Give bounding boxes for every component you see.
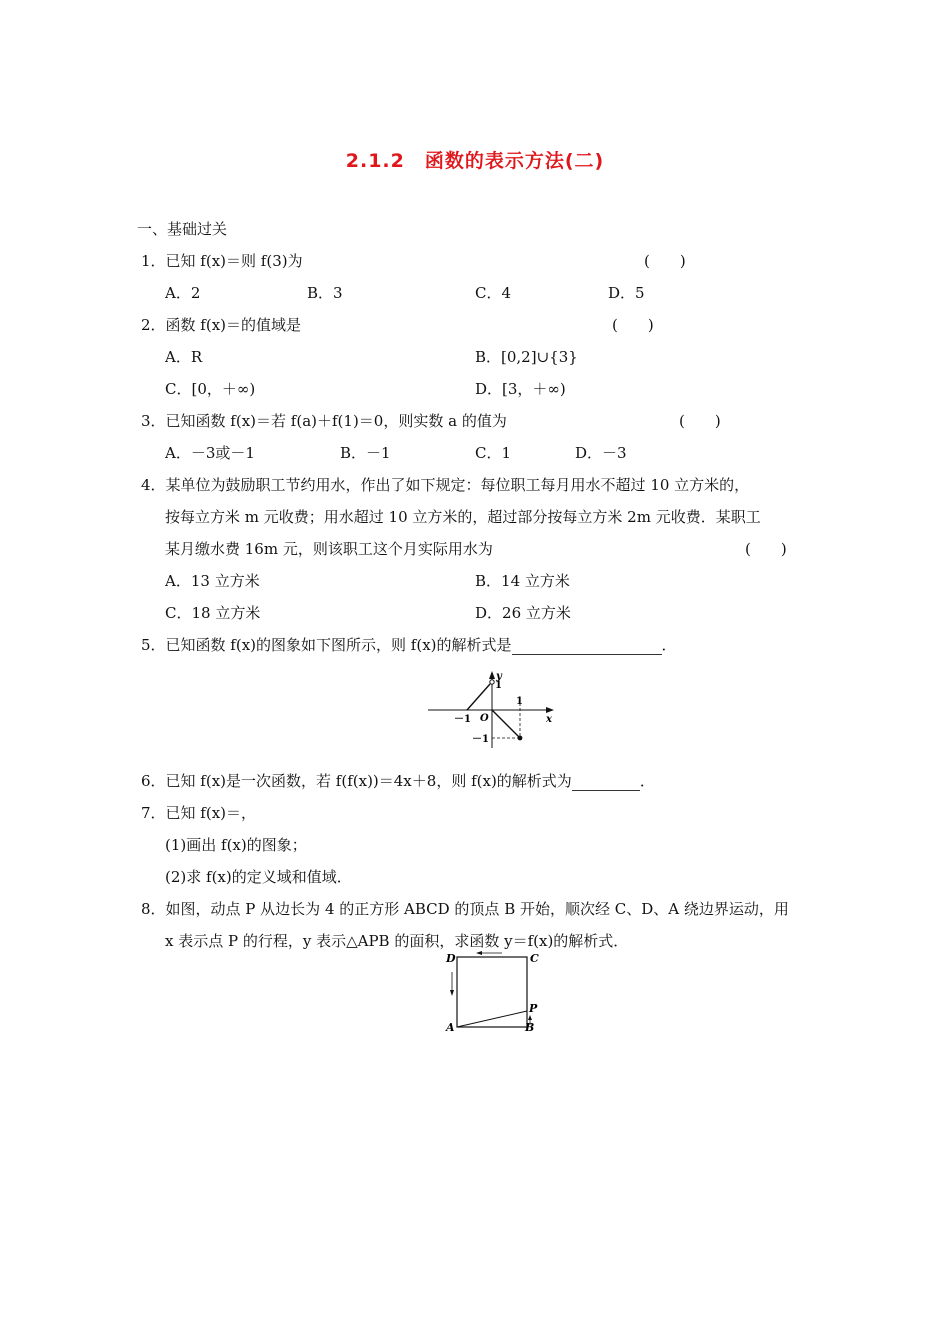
question-1-text: 1．已知 f(x)＝则 f(3)为 [141,252,303,270]
arrow-right-head [528,1015,532,1020]
question-8-line-2: x 表示点 P 的行程，y 表示△APB 的面积，求函数 y＝f(x)的解析式． [165,932,629,950]
question-2-option-a: A．R [165,348,203,366]
label-neg-one-left: －1 [454,714,471,725]
question-8-line-1: 8．如图，动点 P 从边长为 4 的正方形 ABCD 的顶点 B 开始，顺次经 C、D、A 绕边界运动，用 [141,900,789,918]
open-point [490,680,494,684]
x-axis-arrow [546,707,554,713]
label-a: A [446,1021,455,1032]
question-5-graph [420,670,570,750]
question-3-option-a: A．－3或－1 [165,444,255,462]
question-6-end: ． [639,772,655,790]
page-title: 2.1.2 函数的表示方法(二) [345,150,605,172]
question-1-option-a: A．2 [165,284,201,302]
label-origin: O [480,713,489,724]
question-3-option-b: B．－1 [340,444,391,462]
question-2-option-b: B．[0,2]∪{3} [475,348,578,366]
question-3-option-c: C．1 [475,444,512,462]
question-4-option-c: C．18 立方米 [165,604,261,622]
label-p: P [529,1002,538,1015]
label-b: B [525,1021,535,1032]
graph-segment-right [492,710,520,738]
label-neg-one-down: －1 [472,734,489,745]
arrow-left-head [450,990,454,996]
label-one-top: 1 [495,680,502,691]
question-3-answer-paren: ( ) [679,412,721,430]
question-4-answer-paren: ( ) [745,540,787,558]
question-2-option-c: C．[0，＋∞) [165,380,256,398]
question-2-text: 2．函数 f(x)＝的值域是 [141,316,302,334]
y-axis-arrow [489,671,495,679]
question-5-end: ． [661,636,677,654]
question-6-answer-blank [572,774,640,791]
label-y: y [496,671,502,682]
label-c: C [530,952,539,965]
question-1-option-c: C．4 [475,284,512,302]
graph-segment-left [467,684,490,710]
question-7-text: 7．已知 f(x)＝， [141,804,257,822]
question-3-text: 3．已知函数 f(x)＝若 f(a)＋f(1)＝0，则实数 a 的值为 [141,412,507,430]
question-5-prompt: 5．已知函数 f(x)的图象如下图所示，则 f(x)的解析式是 [141,636,512,654]
label-d: D [446,952,456,965]
question-1-option-b: B．3 [307,284,343,302]
question-6-prompt: 6．已知 f(x)是一次函数，若 f(f(x))＝4x＋8，则 f(x)的解析式为 [141,772,572,790]
question-1-option-d: D．5 [608,284,645,302]
question-4-line-2: 按每立方米 m 元收费；用水超过 10 立方米的，超过部分按每立方米 2m 元收费．某职工 [165,508,761,526]
label-one-right: 1 [516,696,523,707]
label-x: x [546,714,552,725]
question-5-answer-blank [512,638,662,655]
question-4-option-b: B．14 立方米 [475,572,570,590]
question-7-sub-2: (2)求 f(x)的定义域和值域． [165,868,352,886]
question-4-option-a: A．13 立方米 [165,572,260,590]
question-4-line-1: 4．某单位为鼓励职工节约用水，作出了如下规定：每位职工每月用水不超过 10 立方米的， [141,476,750,494]
question-5-text [141,635,677,655]
question-2-option-d: D．[3，＋∞) [475,380,566,398]
question-8-figure [440,950,550,1032]
square-abcd [457,957,527,1027]
arrow-top-head [476,951,482,955]
question-1-answer-paren: ( ) [644,252,686,270]
segment-ap [457,1011,527,1027]
question-7-sub-1: (1)画出 f(x)的图象； [165,836,307,854]
section-heading: 一、基础过关 [137,220,228,238]
question-3-option-d: D．－3 [575,444,627,462]
question-4-option-d: D．26 立方米 [475,604,571,622]
question-2-answer-paren: ( ) [612,316,654,334]
question-4-line-3: 某月缴水费 16m 元，则该职工这个月实际用水为 [165,540,493,558]
question-6-text [141,771,655,791]
